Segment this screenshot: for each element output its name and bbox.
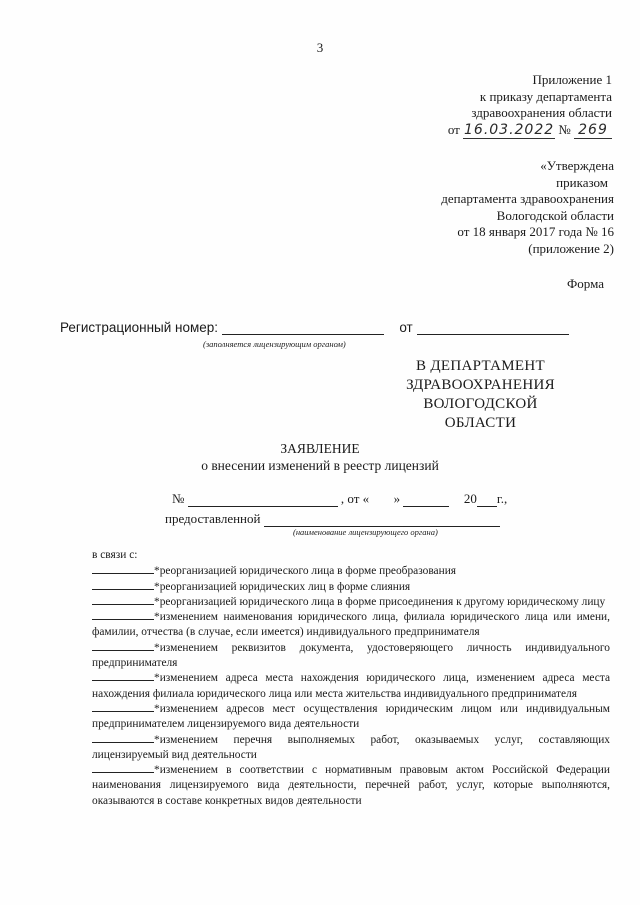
appendix-order-ref: [448, 122, 612, 140]
quote-close: »: [393, 491, 401, 506]
approved-line-3: департамента здравоохранения: [441, 191, 614, 206]
list-item: *реорганизацией юридических лиц в форме слияния: [92, 580, 610, 595]
department-line-2: ЗДРАВООХРАНЕНИЯ: [406, 377, 555, 393]
checkbox-blank[interactable]: [92, 763, 154, 773]
checkbox-blank[interactable]: [92, 641, 154, 651]
reasons-intro: в связи с:: [92, 549, 138, 561]
number-label: №: [172, 491, 185, 506]
checkbox-blank[interactable]: [92, 671, 154, 681]
statement-number-field[interactable]: [188, 493, 338, 507]
form-label: Форма: [567, 276, 604, 291]
registration-number-field[interactable]: [222, 320, 384, 335]
appendix-block: [448, 72, 612, 139]
title-main: ЗАЯВЛЕНИЕ: [280, 441, 360, 456]
approved-line-1: «Утверждена: [540, 158, 614, 173]
provided-label: предоставленной: [165, 511, 261, 526]
number-row: [172, 491, 507, 507]
day-field[interactable]: [372, 494, 390, 507]
department-address: [388, 357, 573, 433]
month-field[interactable]: [403, 493, 449, 507]
order-number-label: №: [558, 121, 571, 137]
registration-hint: (заполняется лицензирующим органом): [203, 339, 346, 349]
checkbox-blank[interactable]: [92, 702, 154, 712]
handwritten-order-number: 269: [574, 122, 612, 140]
page-number: 3: [316, 40, 324, 55]
reasons-list: [92, 548, 610, 809]
department-line-4: ОБЛАСТИ: [444, 415, 517, 431]
appendix-line-1: Приложение 1: [532, 72, 612, 87]
checkbox-blank[interactable]: [92, 564, 154, 574]
list-item: *реорганизацией юридического лица в форме преобразования: [92, 564, 610, 579]
checkbox-blank[interactable]: [92, 595, 154, 605]
registration-row: [60, 320, 569, 335]
department-line-1: В ДЕПАРТАМЕНТ: [416, 358, 545, 374]
title-sub: о внесении изменений в реестр лицензий: [201, 458, 439, 473]
list-item: *изменением перечня выполняемых работ, оказываемых услуг, составляющих лицензируемый вид деятельности: [92, 733, 610, 761]
registration-from-label: от: [399, 320, 413, 335]
document-title: [0, 440, 640, 474]
list-item: *изменением адреса места нахождения юридического лица, изменением адреса места нахождения филиала юридического лица или места жительства индивидуального предпринимателя: [92, 672, 610, 700]
department-line-3: ВОЛОГОДСКОЙ: [423, 396, 538, 412]
approved-line-6: (приложение 2): [528, 240, 614, 256]
approved-block: [441, 158, 614, 257]
appendix-line-2: к приказу департамента: [479, 88, 612, 104]
approved-line-4: Вологодской области: [496, 207, 614, 223]
handwritten-order-date: 16.03.2022: [464, 121, 555, 138]
list-item: *изменением адресов мест осуществления юридическим лицом или индивидуальным предпринимателем лицензируемого вида деятельности: [92, 702, 610, 731]
checkbox-blank[interactable]: [92, 733, 154, 743]
list-item: *реорганизацией юридического лица в форме присоединения к другому юридическому лицу: [92, 595, 610, 610]
list-item: *изменением в соответствии с нормативным правовым актом Российской Федерации наименования лицензируемого вида деятельности, перечней работ, услуг, которые выполняются, оказываются в составе конкретных видов деятельности: [92, 764, 610, 807]
checkbox-blank[interactable]: [92, 610, 154, 620]
year-prefix: 20: [463, 491, 477, 506]
provided-hint: (наименование лицензирующего органа): [293, 527, 438, 537]
order-from-label: от: [447, 121, 460, 137]
provided-row: [165, 511, 500, 527]
registration-date-field[interactable]: [417, 320, 569, 335]
registration-label: Регистрационный номер:: [60, 320, 219, 335]
year-field[interactable]: [477, 493, 497, 507]
approved-line-2: приказом: [556, 174, 608, 190]
list-item: *изменением реквизитов документа, удостоверяющего личность индивидуального предпринимателя: [92, 641, 610, 670]
approved-line-5: от 18 января 2017 года № 16: [457, 224, 614, 239]
licensing-authority-field[interactable]: [264, 513, 500, 527]
list-item: *изменением наименования юридического лица, филиала юридического лица или имени, фамилии, отчества (в случае, если имеется) индивидуального предпринимателя: [92, 611, 610, 639]
checkbox-blank[interactable]: [92, 580, 154, 590]
year-suffix: г.,: [496, 491, 508, 506]
appendix-line-3: здравоохранения области: [471, 105, 612, 120]
number-from-label: , от «: [340, 491, 370, 506]
